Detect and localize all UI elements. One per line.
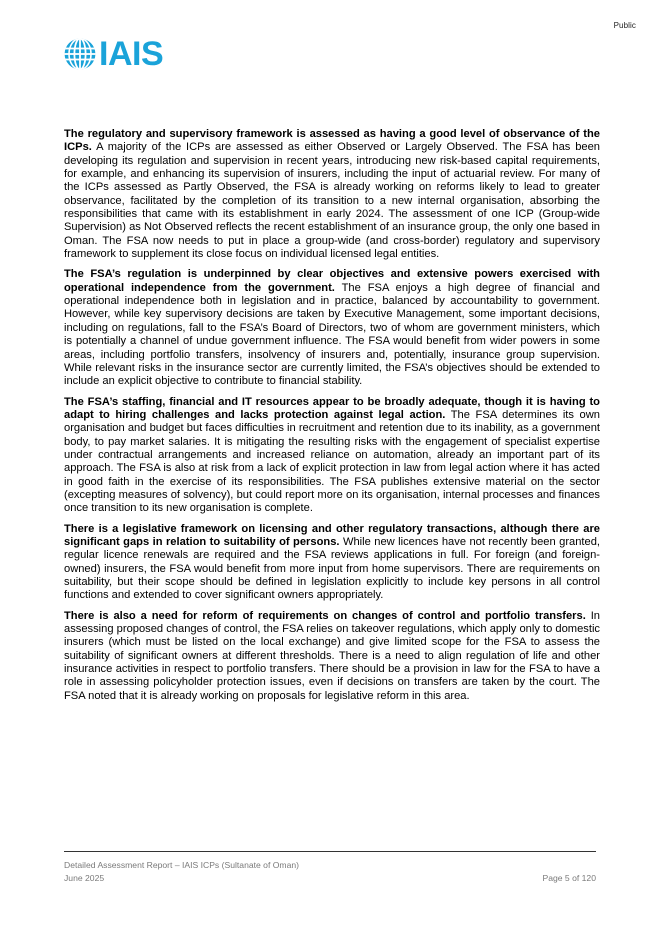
paragraph-resources <box>64 396 600 516</box>
paragraph-lead: The regulatory and supervisory framework is assessed as having a good level of observance of the ICPs. <box>64 128 600 154</box>
paragraph-text: The FSA enjoys a high degree of financial and operational independence both in legislation and in practice, balanced by accountability to government. However, while key supervisory decisions are taken by Executive Management, some important decisions, including on regulations, fall to the FSA’s Board of Directors, two of whom are government ministers, which is potentially a channel of undue government influence. The FSA would benefit from wider powers in some areas, including portfolio transfers, insolvency of insurers and, potentially, insurance group supervision. While relevant risks in the insurance sector are currently limited, the FSA’s objectives should be extended to include an explicit objective to contribute to financial stability. <box>64 281 601 388</box>
classification-label: Public <box>613 21 636 30</box>
paragraph-lead: There is a legislative framework on licensing and other regulatory transactions, although there are significant gaps in relation to suitability of persons. <box>64 522 600 548</box>
footer-divider <box>64 851 596 852</box>
paragraph-text: While new licences have not recently been granted, regular licence renewals are required and the FSA reviews applications in full. For foreign (and foreign-owned) insurers, the FSA would benefit from more input from home supervisors. There are requirements on suitability, but their scope should be defined in legislation explicitly to include key persons in all control functions and extended to cover significant owners appropriately. <box>64 535 600 602</box>
footer-report-title: Detailed Assessment Report – IAIS ICPs (Sultanate of Oman) <box>64 860 300 870</box>
footer-date: June 2025 <box>64 873 105 883</box>
paragraph-lead: There is also a need for reform of requirements on changes of control and portfolio transfers. <box>64 609 586 622</box>
paragraph-text: A majority of the ICPs are assessed as either Observed or Largely Observed. The FSA has been developing its regulation and supervision in recent years, introducing new risk-based capital requirements, for example, and enhancing its supervision of insurers, including the input of actuarial review. For many of the ICPs assessed as Partly Observed, the FSA is already working on reforms likely to lead to greater observance, facilitated by the completion of its transition to a new internal organisation, absorbing the responsibilities that came with its establishment in early 2024. The assessment of one ICP (Group-wide Supervision) as Not Observed reflects the recent establishment of an insurance group, the only one based in Oman. The FSA now needs to put in place a group-wide (and cross-border) regulatory and supervisory framework to supplement its close focus on individual licensed legal entities. <box>64 141 600 261</box>
globe-icon <box>64 38 96 70</box>
paragraph-lead: The FSA’s staffing, financial and IT resources appear to be broadly adequate, though it is having to adapt to hiring challenges and lacks protection against legal action. <box>64 395 600 421</box>
page-number: Page 5 of 120 <box>542 873 596 883</box>
paragraph-framework-observance <box>64 128 600 261</box>
iais-logo <box>64 35 164 73</box>
paragraph-lead: The FSA’s regulation is underpinned by clear objectives and extensive powers exercised with operational independence from the government. <box>64 268 600 294</box>
logo-wordmark: IAIS <box>99 35 164 73</box>
paragraph-text: In assessing proposed changes of control, the FSA relies on takeover regulations, which apply only to domestic insurers (which must be listed on the local exchange) and give limited scope for the FSA to assess the suitability of significant owners at different thresholds. There is a need to align regulation of life and other insurance activities in respect to portfolio transfers. There should be a provision in law for the FSA to have a role in assessing policyholder protection issues, even if decisions on transfers are taken by the court. The FSA noted that it is already working on proposals for legislative reform in this area. <box>64 609 600 702</box>
paragraph-text: The FSA determines its own organisation and budget but faces difficulties in recruitment and retention due to its inability, as a government body, to pay market salaries. It is mitigating the resulting risks with the engagement of specialist expertise under contractual arrangements and increased reliance on automation, already an important part of its approach. The FSA is also at risk from a lack of explicit protection in law from legal action where it has acted in good faith in the exercise of its responsibilities. The FSA publishes extensive material on the sector (excepting measures of solvency), but could report more on its organisation, internal processes and finances once transition to its new organisation is complete. <box>64 408 600 515</box>
report-body <box>64 128 600 710</box>
paragraph-licensing <box>64 523 600 603</box>
paragraph-control-transfers <box>64 610 600 703</box>
paragraph-objectives-powers <box>64 268 600 388</box>
